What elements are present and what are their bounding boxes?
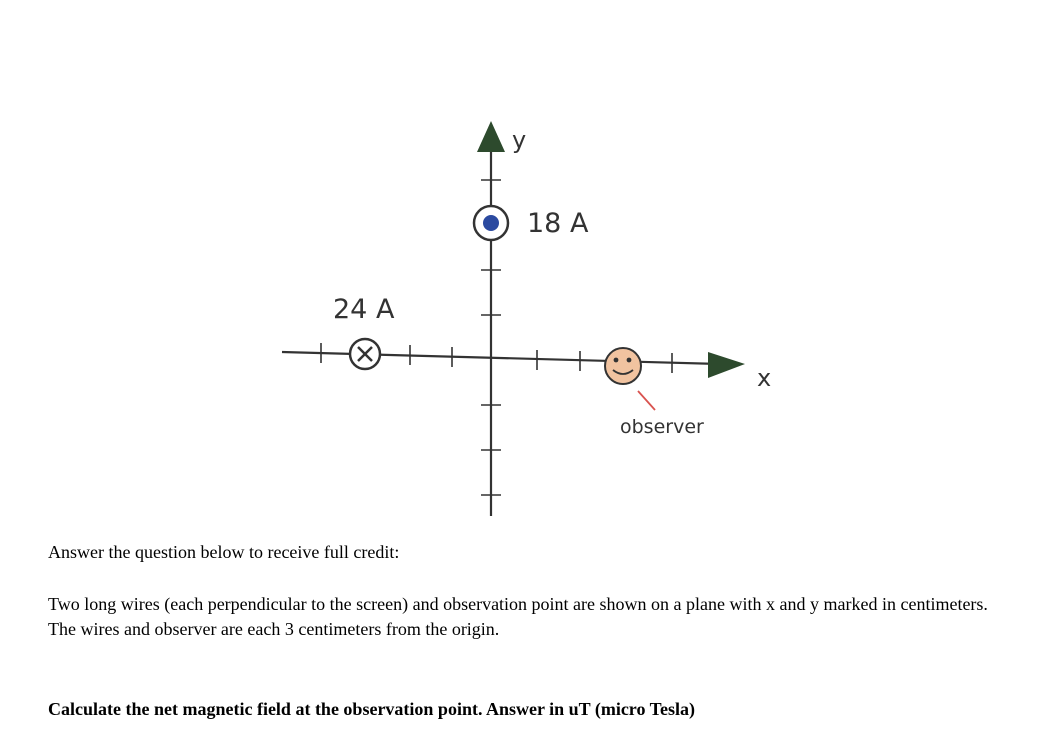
y-axis-arrowhead	[477, 121, 505, 152]
observer-label: observer	[620, 416, 704, 438]
observer-pointer-line	[638, 391, 655, 410]
x-axis	[282, 352, 720, 364]
y-axis-label: y	[512, 126, 527, 154]
wire-out-current-label: 18 A	[527, 208, 589, 239]
problem-description: Two long wires (each perpendicular to the screen) and observation point are shown on a plane with x and y marked in centimeters. The wires and observer are each 3 centimeters from the origin.	[48, 594, 988, 639]
x-axis-label: x	[757, 364, 772, 392]
observer-face-icon	[605, 348, 641, 384]
wire-into-screen	[350, 339, 380, 369]
instruction-text: Answer the question below to receive full credit:	[48, 542, 400, 562]
question-prompt: Calculate the net magnetic field at the observation point. Answer in uT (micro Tesla)	[48, 699, 695, 719]
x-axis-arrowhead	[708, 352, 745, 378]
wire-out-of-screen	[474, 206, 508, 240]
wire-in-current-label: 24 A	[333, 294, 395, 325]
wire-dot-icon	[483, 215, 499, 231]
